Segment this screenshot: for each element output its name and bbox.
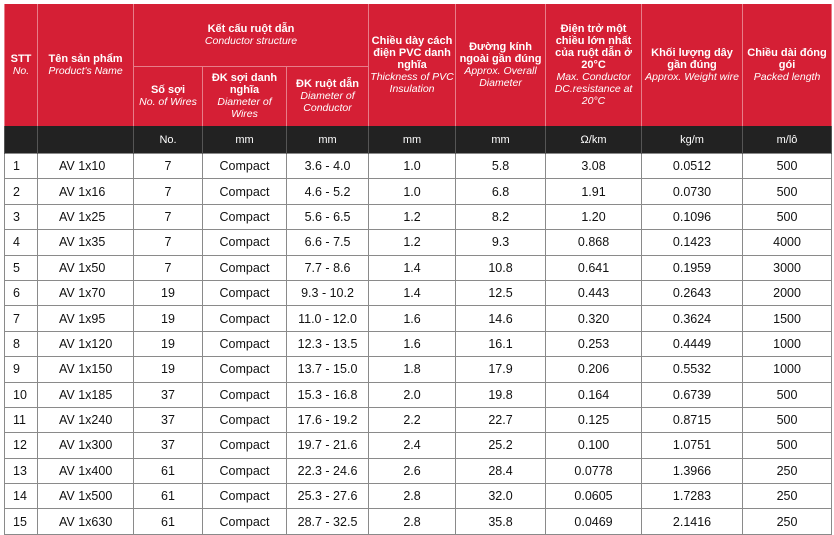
- cell-row-number: 7: [5, 306, 38, 331]
- cell-weight: 0.3624: [642, 306, 743, 331]
- header-cond-dia: [287, 66, 369, 126]
- header-length-en: Packed length: [753, 71, 821, 83]
- cell-overall-diameter: 28.4: [456, 458, 546, 483]
- cell-overall-diameter: 12.5: [456, 280, 546, 305]
- header-cond-dia-vi: ĐK ruột dẫn: [296, 78, 359, 91]
- cell-wire-count: 37: [134, 433, 203, 458]
- table-row: [5, 306, 832, 331]
- cell-conductor-diameter: 5.6 - 6.5: [287, 204, 369, 229]
- cell-insulation-thickness: 2.4: [369, 433, 456, 458]
- header-overall: [456, 4, 546, 126]
- cell-dc-resistance: 0.253: [546, 331, 642, 356]
- cell-packed-length: 1000: [743, 357, 832, 382]
- unit-overall: mm: [456, 126, 546, 154]
- cell-product-name: AV 1x35: [38, 230, 134, 255]
- cell-weight: 0.4449: [642, 331, 743, 356]
- cell-wire-diameter: Compact: [203, 407, 287, 432]
- cell-insulation-thickness: 1.6: [369, 306, 456, 331]
- cell-overall-diameter: 14.6: [456, 306, 546, 331]
- table-body: [5, 154, 832, 535]
- table-row: [5, 230, 832, 255]
- cell-weight: 0.1423: [642, 230, 743, 255]
- cell-packed-length: 250: [743, 458, 832, 483]
- spec-table-container: [4, 4, 831, 535]
- unit-blank-stt: [5, 126, 38, 154]
- cell-overall-diameter: 35.8: [456, 509, 546, 534]
- cell-wire-diameter: Compact: [203, 357, 287, 382]
- cell-row-number: 1: [5, 154, 38, 179]
- cell-conductor-diameter: 22.3 - 24.6: [287, 458, 369, 483]
- cell-wire-diameter: Compact: [203, 230, 287, 255]
- cell-overall-diameter: 19.8: [456, 382, 546, 407]
- units-row: [5, 126, 832, 154]
- cell-dc-resistance: 0.320: [546, 306, 642, 331]
- table-row: [5, 407, 832, 432]
- header-overall-vi: Đường kính ngoài gần đúng: [459, 41, 542, 65]
- cell-dc-resistance: 0.125: [546, 407, 642, 432]
- cell-overall-diameter: 32.0: [456, 484, 546, 509]
- cell-weight: 0.1096: [642, 204, 743, 229]
- header-wire-dia-en: Diameter of Wires: [217, 96, 272, 121]
- unit-thickness: mm: [369, 126, 456, 154]
- cell-weight: 0.6739: [642, 382, 743, 407]
- cell-weight: 0.8715: [642, 407, 743, 432]
- cell-wire-count: 7: [134, 154, 203, 179]
- cell-wire-diameter: Compact: [203, 280, 287, 305]
- cell-row-number: 13: [5, 458, 38, 483]
- header-product-en: Product's Name: [48, 65, 123, 77]
- cell-packed-length: 1000: [743, 331, 832, 356]
- cell-packed-length: 500: [743, 433, 832, 458]
- cell-dc-resistance: 3.08: [546, 154, 642, 179]
- unit-wire-dia: mm: [203, 126, 287, 154]
- header-resistance-vi: Điện trở một chiều lớn nhất của ruột dẫn ở 20°C: [555, 23, 632, 71]
- cell-product-name: AV 1x10: [38, 154, 134, 179]
- cell-insulation-thickness: 1.4: [369, 255, 456, 280]
- cell-weight: 1.3966: [642, 458, 743, 483]
- cell-conductor-diameter: 11.0 - 12.0: [287, 306, 369, 331]
- cell-conductor-diameter: 4.6 - 5.2: [287, 179, 369, 204]
- cell-row-number: 3: [5, 204, 38, 229]
- cell-overall-diameter: 16.1: [456, 331, 546, 356]
- table-row: [5, 179, 832, 204]
- cell-overall-diameter: 10.8: [456, 255, 546, 280]
- cell-row-number: 6: [5, 280, 38, 305]
- header-product-vi: Tên sản phẩm: [48, 53, 123, 65]
- table-row: [5, 433, 832, 458]
- header-weight: [642, 4, 743, 126]
- cell-insulation-thickness: 1.0: [369, 154, 456, 179]
- cell-dc-resistance: 0.0605: [546, 484, 642, 509]
- cell-wire-count: 7: [134, 230, 203, 255]
- table-row: [5, 154, 832, 179]
- cell-product-name: AV 1x25: [38, 204, 134, 229]
- cell-insulation-thickness: 1.8: [369, 357, 456, 382]
- cell-weight: 0.2643: [642, 280, 743, 305]
- cell-row-number: 14: [5, 484, 38, 509]
- cell-wire-diameter: Compact: [203, 255, 287, 280]
- cell-conductor-diameter: 6.6 - 7.5: [287, 230, 369, 255]
- cell-dc-resistance: 0.0469: [546, 509, 642, 534]
- cell-product-name: AV 1x70: [38, 280, 134, 305]
- cell-wire-count: 61: [134, 458, 203, 483]
- cell-overall-diameter: 9.3: [456, 230, 546, 255]
- cell-overall-diameter: 6.8: [456, 179, 546, 204]
- unit-length: m/lô: [743, 126, 832, 154]
- cell-conductor-diameter: 12.3 - 13.5: [287, 331, 369, 356]
- unit-weight: kg/m: [642, 126, 743, 154]
- cell-overall-diameter: 22.7: [456, 407, 546, 432]
- cell-conductor-diameter: 15.3 - 16.8: [287, 382, 369, 407]
- cell-wire-diameter: Compact: [203, 382, 287, 407]
- cell-product-name: AV 1x120: [38, 331, 134, 356]
- cell-packed-length: 500: [743, 154, 832, 179]
- cell-wire-count: 61: [134, 484, 203, 509]
- cell-product-name: AV 1x95: [38, 306, 134, 331]
- cell-wire-count: 7: [134, 179, 203, 204]
- header-length-vi: Chiều dài đóng gói: [747, 47, 827, 71]
- cell-insulation-thickness: 2.8: [369, 509, 456, 534]
- cell-row-number: 9: [5, 357, 38, 382]
- table-row: [5, 331, 832, 356]
- cell-dc-resistance: 0.641: [546, 255, 642, 280]
- cell-product-name: AV 1x300: [38, 433, 134, 458]
- cell-overall-diameter: 25.2: [456, 433, 546, 458]
- cell-dc-resistance: 0.206: [546, 357, 642, 382]
- cell-packed-length: 250: [743, 509, 832, 534]
- cell-dc-resistance: 0.100: [546, 433, 642, 458]
- cell-packed-length: 4000: [743, 230, 832, 255]
- cell-row-number: 5: [5, 255, 38, 280]
- cell-packed-length: 500: [743, 382, 832, 407]
- header-wires-vi: Số sợi: [150, 84, 186, 97]
- cell-dc-resistance: 0.868: [546, 230, 642, 255]
- header-weight-vi: Khối lượng dây gần đúng: [651, 47, 733, 71]
- header-cond-dia-en: Diameter of Conductor: [300, 90, 355, 115]
- cell-dc-resistance: 1.91: [546, 179, 642, 204]
- cell-insulation-thickness: 1.2: [369, 230, 456, 255]
- table-row: [5, 204, 832, 229]
- cell-overall-diameter: 17.9: [456, 357, 546, 382]
- cell-dc-resistance: 1.20: [546, 204, 642, 229]
- cell-row-number: 8: [5, 331, 38, 356]
- table-row: [5, 255, 832, 280]
- cell-insulation-thickness: 1.0: [369, 179, 456, 204]
- cable-spec-table: [4, 4, 832, 535]
- cell-row-number: 12: [5, 433, 38, 458]
- cell-wire-diameter: Compact: [203, 204, 287, 229]
- cell-product-name: AV 1x500: [38, 484, 134, 509]
- cell-product-name: AV 1x630: [38, 509, 134, 534]
- header-wires: [134, 66, 203, 126]
- cell-wire-count: 37: [134, 382, 203, 407]
- cell-insulation-thickness: 1.4: [369, 280, 456, 305]
- cell-weight: 1.0751: [642, 433, 743, 458]
- cell-wire-count: 19: [134, 357, 203, 382]
- unit-wires: No.: [134, 126, 203, 154]
- cell-product-name: AV 1x50: [38, 255, 134, 280]
- cell-insulation-thickness: 2.0: [369, 382, 456, 407]
- header-resistance-en: Max. Conductor DC.resistance at 20°C: [554, 71, 633, 107]
- cell-row-number: 2: [5, 179, 38, 204]
- table-row: [5, 280, 832, 305]
- header-conductor-vi: Kết cấu ruột dẫn: [207, 22, 295, 35]
- cell-wire-diameter: Compact: [203, 458, 287, 483]
- cell-insulation-thickness: 2.8: [369, 484, 456, 509]
- cell-packed-length: 500: [743, 179, 832, 204]
- cell-packed-length: 3000: [743, 255, 832, 280]
- cell-weight: 1.7283: [642, 484, 743, 509]
- cell-row-number: 15: [5, 509, 38, 534]
- cell-overall-diameter: 5.8: [456, 154, 546, 179]
- cell-product-name: AV 1x16: [38, 179, 134, 204]
- cell-dc-resistance: 0.443: [546, 280, 642, 305]
- cell-wire-count: 19: [134, 331, 203, 356]
- cell-dc-resistance: 0.164: [546, 382, 642, 407]
- cell-dc-resistance: 0.0778: [546, 458, 642, 483]
- cell-product-name: AV 1x400: [38, 458, 134, 483]
- cell-weight: 0.1959: [642, 255, 743, 280]
- cell-conductor-diameter: 13.7 - 15.0: [287, 357, 369, 382]
- cell-product-name: AV 1x240: [38, 407, 134, 432]
- table-row: [5, 484, 832, 509]
- cell-wire-count: 61: [134, 509, 203, 534]
- unit-blank-product: [38, 126, 134, 154]
- cell-wire-count: 19: [134, 280, 203, 305]
- cell-conductor-diameter: 28.7 - 32.5: [287, 509, 369, 534]
- cell-conductor-diameter: 7.7 - 8.6: [287, 255, 369, 280]
- cell-wire-count: 19: [134, 306, 203, 331]
- cell-product-name: AV 1x185: [38, 382, 134, 407]
- cell-conductor-diameter: 3.6 - 4.0: [287, 154, 369, 179]
- header-resistance: [546, 4, 642, 126]
- cell-wire-diameter: Compact: [203, 484, 287, 509]
- cell-packed-length: 250: [743, 484, 832, 509]
- header-length: [743, 4, 832, 126]
- cell-insulation-thickness: 2.2: [369, 407, 456, 432]
- header-thickness-en: Thickness of PVC Insulation: [370, 71, 454, 95]
- header-wires-en: No. of Wires: [139, 96, 197, 109]
- cell-conductor-diameter: 19.7 - 21.6: [287, 433, 369, 458]
- cell-packed-length: 500: [743, 407, 832, 432]
- header-stt: [5, 4, 38, 126]
- header-thickness: [369, 4, 456, 126]
- cell-wire-count: 7: [134, 204, 203, 229]
- cell-conductor-diameter: 9.3 - 10.2: [287, 280, 369, 305]
- header-stt-vi: STT: [10, 53, 32, 65]
- cell-row-number: 4: [5, 230, 38, 255]
- cell-wire-diameter: Compact: [203, 433, 287, 458]
- cell-packed-length: 1500: [743, 306, 832, 331]
- cell-insulation-thickness: 2.6: [369, 458, 456, 483]
- header-conductor-en: Conductor structure: [204, 34, 298, 47]
- unit-resistance: Ω/km: [546, 126, 642, 154]
- cell-packed-length: 2000: [743, 280, 832, 305]
- unit-cond-dia: mm: [287, 126, 369, 154]
- cell-conductor-diameter: 25.3 - 27.6: [287, 484, 369, 509]
- cell-overall-diameter: 8.2: [456, 204, 546, 229]
- table-row: [5, 382, 832, 407]
- table-row: [5, 509, 832, 534]
- cell-product-name: AV 1x150: [38, 357, 134, 382]
- cell-conductor-diameter: 17.6 - 19.2: [287, 407, 369, 432]
- cell-wire-diameter: Compact: [203, 306, 287, 331]
- header-overall-en: Approx. Overall Diameter: [464, 65, 537, 89]
- cell-packed-length: 500: [743, 204, 832, 229]
- cell-wire-diameter: Compact: [203, 331, 287, 356]
- header-weight-en: Approx. Weight wire: [645, 71, 739, 83]
- cell-weight: 0.0512: [642, 154, 743, 179]
- table-row: [5, 458, 832, 483]
- header-thickness-vi: Chiều dày cách điện PVC danh nghĩa: [371, 35, 453, 71]
- cell-weight: 0.0730: [642, 179, 743, 204]
- cell-wire-count: 7: [134, 255, 203, 280]
- cell-wire-count: 37: [134, 407, 203, 432]
- cell-insulation-thickness: 1.6: [369, 331, 456, 356]
- table-row: [5, 357, 832, 382]
- header-wire-dia: [203, 66, 287, 126]
- cell-weight: 2.1416: [642, 509, 743, 534]
- header-conductor: [134, 4, 369, 66]
- header-wire-dia-vi: ĐK sợi danh nghĩa: [211, 72, 278, 97]
- cell-insulation-thickness: 1.2: [369, 204, 456, 229]
- cell-weight: 0.5532: [642, 357, 743, 382]
- cell-wire-diameter: Compact: [203, 179, 287, 204]
- cell-row-number: 10: [5, 382, 38, 407]
- header-stt-en: No.: [12, 65, 30, 77]
- cell-wire-diameter: Compact: [203, 509, 287, 534]
- cell-row-number: 11: [5, 407, 38, 432]
- cell-wire-diameter: Compact: [203, 154, 287, 179]
- header-product: [38, 4, 134, 126]
